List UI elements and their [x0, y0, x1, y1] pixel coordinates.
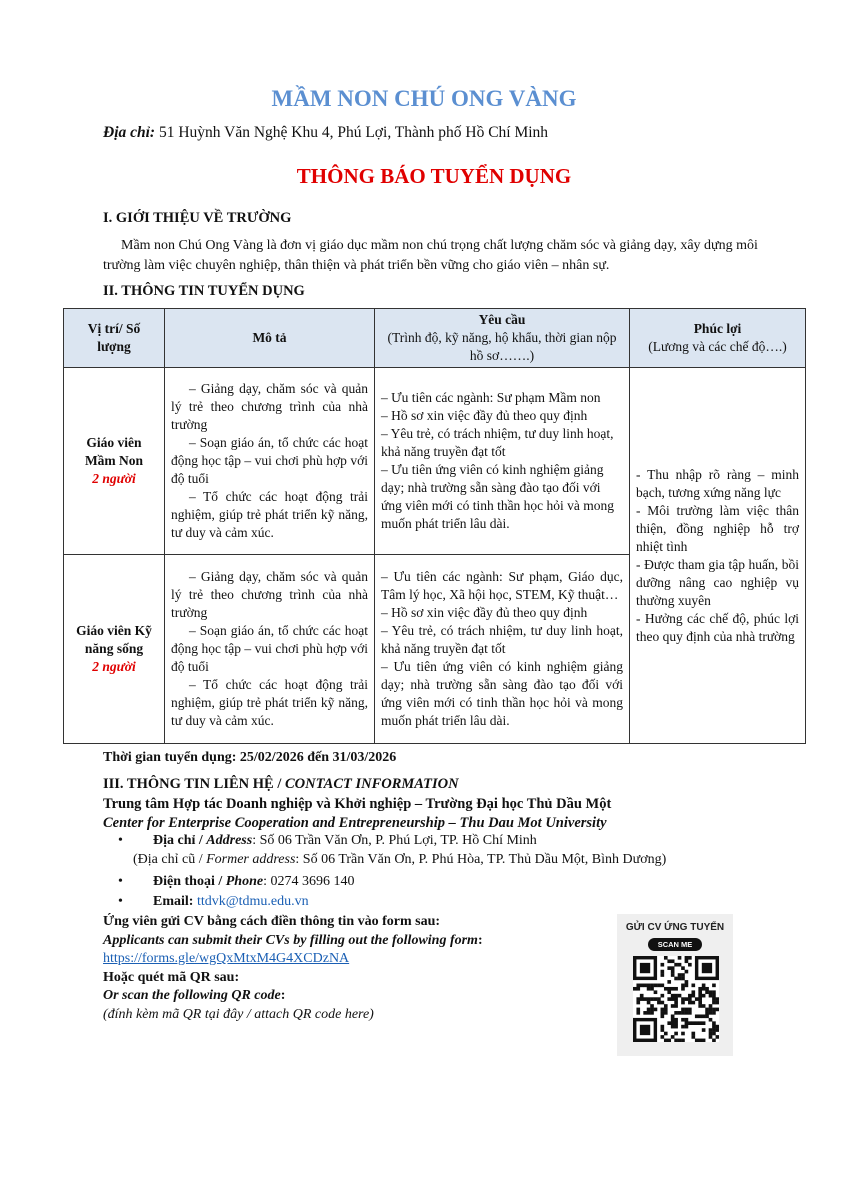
requirements-cell — [375, 368, 630, 555]
phone-value: : 0274 3696 140 — [263, 874, 355, 889]
description-item: – Tổ chức các hoạt động trải nghiệm, giúp trẻ phát triển kỹ năng, tư duy và cảm xúc. — [171, 489, 368, 540]
header-requirements-title: Yêu cầu — [478, 312, 526, 327]
address-value: : Số 06 Trần Văn Ơn, P. Phú Lợi, TP. Hồ Chí Minh — [252, 833, 537, 848]
scan-me-badge: SCAN ME — [648, 938, 702, 951]
recruitment-deadline: Thời gian tuyển dụng: 25/02/2026 đến 31/03/2026 — [103, 750, 397, 765]
benefits-cell — [630, 368, 806, 744]
benefit-item: - Môi trường làm việc thân thiện, đồng nghiệp hỗ trợ nhiệt tình — [636, 502, 799, 554]
school-address — [103, 124, 548, 142]
bullet-icon: • — [118, 874, 123, 889]
requirements-cell — [375, 555, 630, 744]
school-title: MẦM NON CHÚ ONG VÀNG — [271, 86, 577, 111]
address-line — [153, 833, 537, 849]
position-title: Giáo viên Mầm Non — [84, 435, 144, 468]
recruitment-table — [63, 308, 806, 744]
old-address-label-en: Former address — [206, 852, 296, 867]
position-count: 2 người — [92, 471, 136, 486]
header-requirements-sub: (Trình độ, kỹ năng, hộ khẩu, thời gian nộp hồ sơ…….) — [387, 330, 617, 363]
contact-phone — [103, 874, 803, 894]
address-label-en: Address — [206, 833, 253, 848]
requirement-item: – Yêu trẻ, có trách nhiệm, tư duy linh hoạt, khả năng truyền đạt tốt — [381, 426, 614, 459]
position-count: 2 người — [92, 659, 136, 674]
position-cell — [64, 368, 165, 555]
qr-instruction-en: Or scan the following QR code — [103, 988, 281, 1003]
contact-email — [103, 894, 803, 914]
description-cell — [165, 368, 375, 555]
requirement-item: – Ưu tiên ứng viên có kinh nghiệm giảng dạy; nhà trường sẵn sàng đào tạo đối với ứng viên mới có tinh thần học hỏi và mong muốn phát triển lâu dài. — [381, 659, 623, 728]
old-address-prefix: (Địa chỉ cũ / — [133, 852, 207, 867]
description-item: – Giảng dạy, chăm sóc và quản lý trẻ theo chương trình của nhà trường — [171, 569, 368, 620]
requirement-item: – Hồ sơ xin việc đầy đủ theo quy định — [381, 408, 588, 423]
phone-label: Điện thoại / — [153, 874, 226, 889]
header-benefits — [630, 309, 806, 368]
phone-line — [153, 874, 354, 890]
email-link[interactable]: ttdvk@tdmu.edu.vn — [196, 894, 309, 909]
benefit-item: - Thu nhập rõ ràng – minh bạch, tương xứng năng lực — [636, 466, 799, 500]
requirement-item: – Ưu tiên các ngành: Sư phạm Mầm non — [381, 390, 601, 405]
requirement-item: – Ưu tiên ứng viên có kinh nghiệm giảng dạy; nhà trường sẵn sàng đào tạo đối với ứng viên mới có tinh thần học hỏi và mong muốn phát triển lâu dài. — [381, 462, 615, 531]
requirement-item: – Yêu trẻ, có trách nhiệm, tư duy linh hoạt, khả năng truyền đạt tốt — [381, 623, 623, 656]
qr-code-image[interactable] — [633, 956, 719, 1042]
organization-en: Center for Enterprise Cooperation and Entrepreneurship – Thu Dau Mot University — [103, 815, 607, 831]
requirement-item: – Hồ sơ xin việc đầy đủ theo quy định — [381, 605, 588, 620]
section-intro-heading: I. GIỚI THIỆU VỀ TRƯỜNG — [103, 210, 292, 226]
header-benefits-sub: (Lương và các chế độ….) — [648, 339, 787, 354]
qr-instruction-en-line — [103, 987, 483, 1006]
qr-colon: : — [280, 988, 286, 1003]
qr-card — [617, 914, 733, 1056]
notice-title: THÔNG BÁO TUYỂN DỤNG — [296, 164, 572, 188]
benefit-item: - Được tham gia tập huấn, bồi dưỡng nâng cao nghiệp vụ thường xuyên — [636, 556, 799, 608]
email-line — [153, 894, 309, 910]
section-intro-text: Mầm non Chú Ong Vàng là đơn vị giáo dục mầm non chú trọng chất lượng chăm sóc và giảng dạy, xây dựng môi trường làm việc chuyên nghiệp, thân thiện và phát triển bền vững cho giáo viên – nhân sự. — [103, 238, 758, 273]
qr-caption: GỬI CV ỨNG TUYỂN — [625, 922, 725, 933]
cv-instruction-en: Applicants can submit their CVs by filling out the following form — [103, 932, 478, 948]
contact-heading-vi: III. THÔNG TIN LIÊN HỆ / — [103, 776, 285, 792]
form-link[interactable]: https://forms.gle/wgQxMtxM4G4XCDzNA — [103, 951, 350, 966]
address-label: Địa chỉ / — [153, 833, 207, 848]
position-cell — [64, 555, 165, 744]
requirement-item: – Ưu tiên các ngành: Sư phạm, Giáo dục, Tâm lý học, Xã hội học, STEM, Kỹ thuật… — [381, 569, 623, 602]
form-link-line — [103, 950, 483, 969]
header-benefits-title: Phúc lợi — [693, 321, 742, 336]
cv-instruction-en-line — [103, 932, 483, 951]
qr-code-graphic — [633, 956, 719, 1042]
description-item: – Soạn giáo án, tổ chức các hoạt động học tập – vui chơi phù hợp với độ tuổi — [171, 623, 368, 674]
position-title: Giáo viên Kỹ năng sống — [76, 623, 152, 656]
email-label: Email: — [153, 894, 197, 909]
qr-instruction-vi: Hoặc quét mã QR sau: — [103, 969, 240, 985]
application-instructions — [103, 913, 483, 1024]
bullet-icon: • — [118, 833, 123, 848]
attach-note: (đính kèm mã QR tại đây / attach QR code here) — [103, 1006, 374, 1022]
header-position: Vị trí/ Số lượng — [64, 309, 165, 368]
old-address-value: : Số 06 Trần Văn Ơn, P. Phú Hòa, TP. Thủ Dầu Một, Bình Dương) — [295, 852, 667, 867]
organization — [103, 795, 611, 833]
header-requirements — [375, 309, 630, 368]
header-description: Mô tả — [165, 309, 375, 368]
contact-old-address — [133, 852, 666, 868]
bullet-icon: • — [118, 894, 123, 909]
table-row — [64, 368, 806, 555]
description-item: – Giảng dạy, chăm sóc và quản lý trẻ theo chương trình của nhà trường — [171, 381, 368, 432]
contact-heading-en: CONTACT INFORMATION — [284, 776, 459, 792]
phone-label-en: Phone — [225, 874, 264, 889]
cv-instruction-vi: Ứng viên gửi CV bằng cách điền thông tin vào form sau: — [103, 914, 441, 929]
address-value: 51 Huỳnh Văn Nghệ Khu 4, Phú Lợi, Thành phố Hồ Chí Minh — [155, 124, 549, 141]
address-label: Địa chỉ: — [103, 124, 156, 141]
description-item: – Soạn giáo án, tổ chức các hoạt động học tập – vui chơi phù hợp với độ tuổi — [171, 435, 368, 486]
section-contact-heading — [103, 776, 459, 793]
description-item: – Tổ chức các hoạt động trải nghiệm, giúp trẻ phát triển kỹ năng, tư duy và cảm xúc. — [171, 677, 368, 728]
section-recruitment-heading: II. THÔNG TIN TUYỂN DỤNG — [103, 283, 305, 299]
description-cell — [165, 555, 375, 744]
attach-note-line — [103, 1006, 483, 1025]
organization-vi: Trung tâm Hợp tác Doanh nghiệp và Khởi nghiệp – Trường Đại học Thủ Dầu Một — [103, 796, 612, 812]
cv-colon: : — [477, 932, 483, 948]
benefit-item: - Hưởng các chế độ, phúc lợi theo quy định của nhà trường — [636, 610, 799, 644]
contact-address — [103, 833, 803, 853]
